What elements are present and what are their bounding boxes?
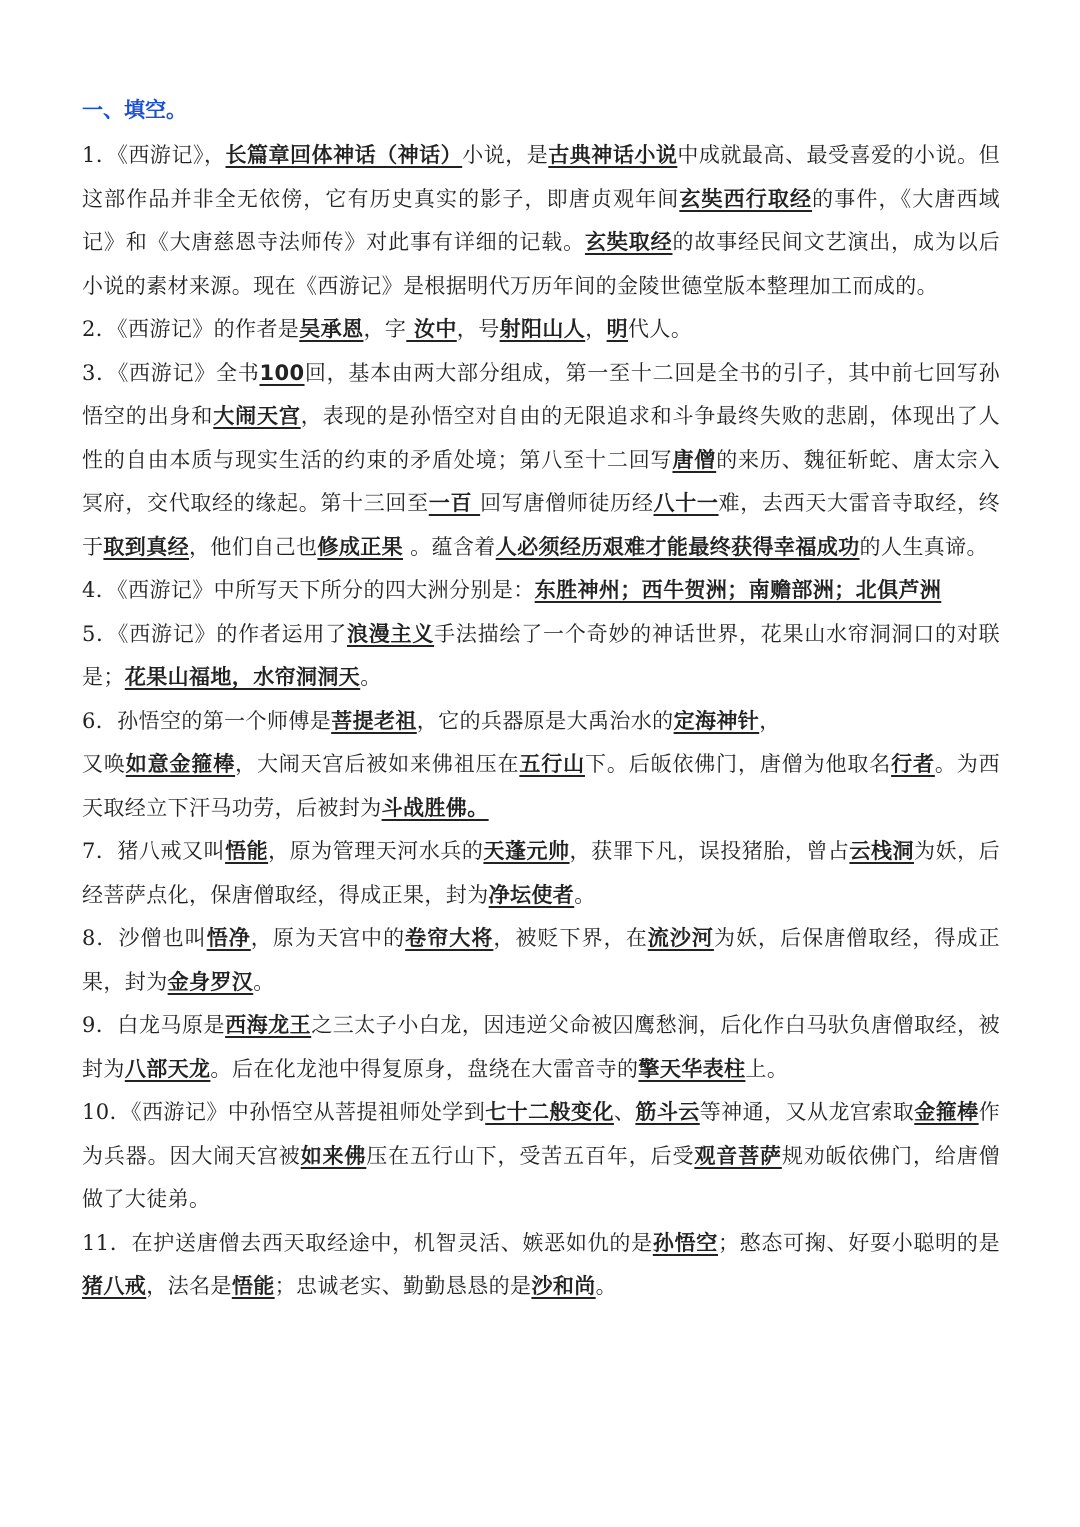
answer-text: 悟能 bbox=[231, 1274, 275, 1298]
answer-text: 取到真经 bbox=[103, 534, 190, 559]
answer-text: 行者 bbox=[891, 752, 935, 776]
question-text: 代人。 bbox=[628, 317, 693, 341]
question-text: ，获罪下凡，误投猪胎，曾占 bbox=[569, 839, 850, 863]
answer-text: 吴承恩 bbox=[299, 317, 364, 341]
question-text: 规劝皈依佛门，给唐僧做了大徒弟。 bbox=[82, 1143, 1001, 1211]
answer-text: 悟净 bbox=[206, 926, 251, 950]
answer-text: 金箍棒 bbox=[914, 1100, 979, 1124]
question-text: ，它的兵器原是大禹治水的 bbox=[416, 708, 674, 733]
question-text: 作为兵器。因大闹天宫被 bbox=[82, 1100, 1001, 1168]
answer-text: 花果山福地，水帘洞洞天 bbox=[124, 665, 361, 689]
question-text: 为妖，后保唐僧取经，得成正果，封为 bbox=[82, 926, 1000, 994]
answer-text: 八部天龙 bbox=[124, 1056, 211, 1081]
question-text: 之三太子小白龙，因违逆父命被囚鹰愁涧，后化作白马驮负唐僧取经，被封为 bbox=[82, 1013, 1001, 1081]
question-text: 的人生真谛。 bbox=[859, 534, 988, 559]
answer-text: 唐僧 bbox=[672, 447, 717, 472]
question-text: 回写唐僧师徒历经 bbox=[480, 491, 654, 515]
question-item-8 bbox=[82, 917, 1000, 1004]
answer-text: 金身罗汉 bbox=[167, 969, 254, 994]
question-item-1 bbox=[82, 134, 1000, 308]
question-item-7 bbox=[82, 830, 1000, 917]
question-text: ，原为天宫中的 bbox=[250, 926, 406, 950]
question-text: ，字 bbox=[363, 317, 407, 341]
question-text: 。蕴含着 bbox=[403, 534, 496, 559]
section-title: 一、填空。 bbox=[82, 98, 187, 122]
answer-text: 七十二般变化 bbox=[485, 1100, 614, 1124]
answer-text: 浪漫主义 bbox=[347, 621, 435, 646]
answer-text: 长篇章回体神话（神话） bbox=[225, 143, 463, 167]
question-list bbox=[82, 134, 1000, 1309]
answer-text: 孙悟空 bbox=[652, 1230, 718, 1255]
question-text: ，他们自己也 bbox=[189, 534, 318, 559]
question-text: 难，去西天大雷音寺取经，终于 bbox=[82, 491, 1001, 559]
question-item-4 bbox=[82, 569, 1000, 613]
answer-text: 沙和尚 bbox=[531, 1274, 596, 1298]
answer-text: 玄奘取经 bbox=[584, 230, 673, 254]
question-text: ，原为管理天河水兵的 bbox=[268, 839, 484, 863]
answer-text: 悟能 bbox=[225, 839, 269, 863]
answer-text: 擎天华表柱 bbox=[638, 1056, 746, 1081]
question-item-10 bbox=[82, 1091, 1000, 1222]
answer-text: 斗战胜佛。 bbox=[381, 795, 489, 820]
answer-text: 五行山 bbox=[519, 752, 585, 776]
question-text: ，法名是 bbox=[146, 1274, 232, 1298]
question-text: 5．《西游记》的作者运用了 bbox=[82, 621, 347, 646]
question-text: 、 bbox=[613, 1100, 636, 1124]
answer-text: 修成正果 bbox=[317, 534, 404, 559]
question-item-2 bbox=[82, 308, 1000, 352]
answer-text: 净坛使者 bbox=[488, 882, 575, 907]
question-item-5 bbox=[82, 613, 1000, 700]
question-text: 7．猪八戒又叫 bbox=[82, 839, 226, 863]
question-text: 为妖，后经菩萨点化，保唐僧取经，得成正果，封为 bbox=[82, 839, 1001, 907]
question-text: 。后在化龙池中得复原身，盘绕在大雷音寺的 bbox=[210, 1056, 639, 1081]
question-text: 又唤 bbox=[82, 752, 126, 776]
answer-text: 卷帘大将 bbox=[405, 926, 494, 950]
question-text: 6．孙悟空的第一个师傅是 bbox=[82, 708, 332, 733]
question-item-9 bbox=[82, 1004, 1000, 1091]
answer-text: 菩提老祖 bbox=[331, 708, 417, 733]
question-text: 。 bbox=[595, 1274, 618, 1298]
question-text: 中成就最高、最受喜爱的小说。但这部作品并非全无依傍，它有历史真实的影子，即唐贞观年间 bbox=[82, 143, 1001, 211]
answer-text: 定海神针 bbox=[673, 708, 760, 733]
question-text: ；憨态可掬、好耍小聪明的是 bbox=[717, 1230, 1000, 1255]
answer-text: 射阳山人 bbox=[499, 317, 586, 341]
question-item-11 bbox=[82, 1222, 1000, 1309]
answer-text: 观音菩萨 bbox=[694, 1143, 782, 1168]
question-item-6 bbox=[82, 700, 1000, 831]
answer-text: 八十一 bbox=[653, 491, 719, 515]
question-text: 手法描绘了一个奇妙的神话世界，花果山水帘洞洞口的对联是； bbox=[82, 621, 1000, 689]
answer-text: 100 bbox=[259, 360, 305, 385]
answer-text: 大闹天宫 bbox=[213, 404, 301, 428]
answer-text: 如来佛 bbox=[300, 1143, 367, 1168]
question-text: ， bbox=[759, 708, 781, 733]
question-text: 的来历、魏征斩蛇、唐太宗入冥府，交代取经的缘起。第十三回至 bbox=[82, 447, 1000, 515]
question-text: 小说，是 bbox=[462, 143, 549, 167]
question-text: ，大闹天宫后被如来佛祖压在 bbox=[235, 752, 520, 776]
question-text: 回，基本由两大部分组成，第一至十二回是全书的引子，其中前七回写孙悟空的出身和 bbox=[82, 360, 1000, 428]
answer-text: 一百 bbox=[428, 491, 481, 515]
question-text: 8．沙僧也叫 bbox=[82, 926, 207, 950]
question-text: 下。后皈依佛门，唐僧为他取名 bbox=[584, 752, 892, 776]
question-text: 。 bbox=[360, 665, 382, 689]
question-item-3 bbox=[82, 352, 1000, 570]
answer-text: 猪八戒 bbox=[82, 1274, 147, 1298]
answer-text: 天蓬元帅 bbox=[483, 839, 570, 863]
question-text: ；忠诚老实、勤勤恳恳的是 bbox=[274, 1274, 532, 1298]
answer-text: 流沙河 bbox=[647, 926, 714, 950]
answer-text: 玄奘西行取经 bbox=[679, 186, 813, 211]
question-text: ，表现的是孙悟空对自由的无限追求和斗争最终失败的悲剧，体现出了人性的自由本质与现实生活的约束的矛盾处境；第八至十二回写 bbox=[82, 404, 1001, 472]
question-text: 10．《西游记》中孙悟空从菩提祖师处学到 bbox=[82, 1100, 486, 1124]
question-text: 11．在护送唐僧去西天取经途中，机智灵活、嫉恶如仇的是 bbox=[82, 1230, 653, 1255]
answer-text: 西海龙王 bbox=[225, 1013, 312, 1037]
question-text: 3．《西游记》全书 bbox=[82, 360, 260, 385]
question-text: 2．《西游记》的作者是 bbox=[82, 317, 300, 341]
question-text: ，被贬下界，在 bbox=[493, 926, 648, 950]
answer-text: 人必须经历艰难才能最终获得幸福成功 bbox=[495, 534, 860, 559]
answer-text: 明 bbox=[606, 317, 629, 341]
answer-text: 筋斗云 bbox=[635, 1100, 700, 1124]
answer-text: 云栈洞 bbox=[849, 839, 915, 863]
question-text: 1．《西游记》， bbox=[82, 143, 226, 167]
question-text: ，号 bbox=[456, 317, 500, 341]
answer-text: 东胜神州；西牛贺洲；南赡部洲；北俱芦洲 bbox=[534, 578, 942, 602]
question-text: ， bbox=[585, 317, 607, 341]
question-text: 。为西天取经立下汗马功劳，后被封为 bbox=[82, 752, 1000, 820]
document-page bbox=[82, 92, 1000, 1309]
question-text: 。 bbox=[574, 882, 596, 907]
answer-text: 如意金箍棒 bbox=[125, 752, 236, 776]
question-text: 。 bbox=[253, 969, 275, 994]
question-text: 的事件，《大唐西域记》和《大唐慈恩寺法师传》对此事有详细的记载。 bbox=[82, 186, 1000, 254]
question-text: 9．白龙马原是 bbox=[82, 1013, 226, 1037]
question-text: 的故事经民间文艺演出，成为以后小说的素材来源。现在《西游记》是根据明代万历年间的金陵世德堂版本整理加工而成的。 bbox=[82, 230, 1001, 298]
question-text: 等神通，又从龙宫索取 bbox=[699, 1100, 915, 1124]
answer-text: 古典神话小说 bbox=[548, 143, 678, 167]
question-text: 上。 bbox=[745, 1056, 789, 1081]
question-text: 4．《西游记》中所写天下所分的四大洲分别是： bbox=[82, 578, 535, 602]
question-text: 压在五行山下，受苦五百年，后受 bbox=[366, 1143, 695, 1168]
answer-text: 汝中 bbox=[406, 317, 457, 341]
